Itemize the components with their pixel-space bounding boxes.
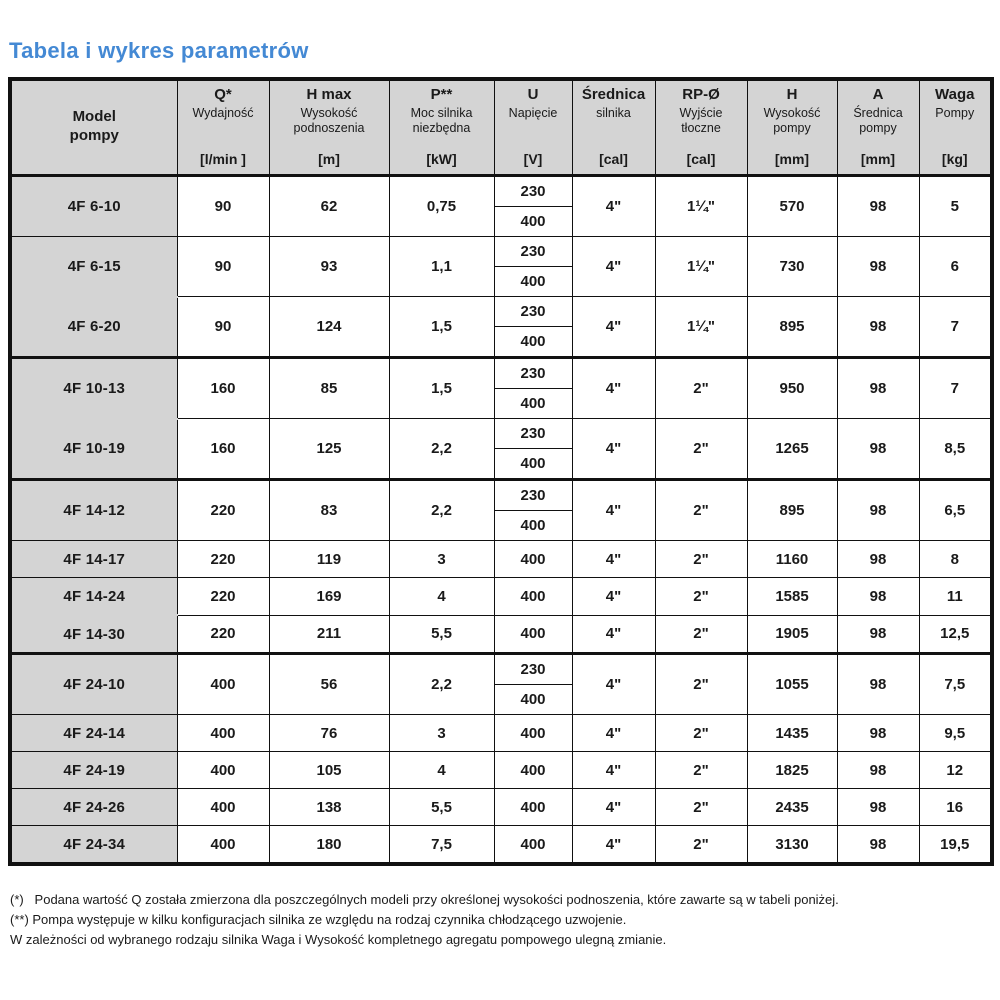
weight-cell: 7,5 [919, 654, 992, 715]
hmax-cell: 211 [269, 615, 389, 654]
table-row [10, 358, 992, 389]
hmax-cell: 180 [269, 826, 389, 865]
pump-height-cell: 3130 [747, 826, 837, 865]
voltage-cell: 400 [494, 267, 572, 297]
motor-diameter-cell: 4" [572, 358, 655, 419]
table-row [10, 419, 992, 449]
motor-diameter-cell: 4" [572, 615, 655, 654]
power-cell: 5,5 [389, 615, 494, 654]
table-row [10, 480, 992, 511]
page-title: Tabela i wykres parametrów [9, 38, 309, 63]
table-row [10, 237, 992, 267]
pump-diameter-cell: 98 [837, 752, 919, 789]
col-header-rp: RP-Ø Wyjście tłoczne [cal] [655, 79, 747, 176]
pump-height-cell: 730 [747, 237, 837, 297]
weight-cell: 8 [919, 541, 992, 578]
voltage-cell: 400 [494, 511, 572, 541]
voltage-cell: 230 [494, 176, 572, 207]
weight-cell: 16 [919, 789, 992, 826]
weight-cell: 6 [919, 237, 992, 297]
weight-cell: 11 [919, 578, 992, 616]
power-cell: 4 [389, 578, 494, 616]
outlet-cell: 2" [655, 752, 747, 789]
power-cell: 3 [389, 715, 494, 752]
flow-cell: 220 [177, 541, 269, 578]
outlet-cell: 2" [655, 541, 747, 578]
col-header-motor: Średnica silnika [cal] [572, 79, 655, 176]
col-header-hmax: H max Wysokość podnoszenia [m] [269, 79, 389, 176]
voltage-cell: 400 [494, 715, 572, 752]
power-cell: 7,5 [389, 826, 494, 865]
voltage-cell: 230 [494, 358, 572, 389]
voltage-cell: 230 [494, 654, 572, 685]
power-cell: 3 [389, 541, 494, 578]
flow-cell: 400 [177, 826, 269, 865]
col-header-waga: Waga Pompy [kg] [919, 79, 992, 176]
flow-cell: 400 [177, 752, 269, 789]
voltage-cell: 400 [494, 327, 572, 358]
pump-diameter-cell: 98 [837, 615, 919, 654]
voltage-cell: 230 [494, 480, 572, 511]
pump-height-cell: 895 [747, 297, 837, 358]
table-row [10, 176, 992, 207]
pump-height-cell: 1265 [747, 419, 837, 480]
flow-cell: 220 [177, 480, 269, 541]
pump-diameter-cell: 98 [837, 237, 919, 297]
pump-height-cell: 1825 [747, 752, 837, 789]
motor-diameter-cell: 4" [572, 715, 655, 752]
flow-cell: 160 [177, 358, 269, 419]
hmax-cell: 119 [269, 541, 389, 578]
power-cell: 1,5 [389, 358, 494, 419]
motor-diameter-cell: 4" [572, 789, 655, 826]
weight-cell: 6,5 [919, 480, 992, 541]
weight-cell: 12 [919, 752, 992, 789]
flow-cell: 90 [177, 176, 269, 237]
power-cell: 2,2 [389, 654, 494, 715]
outlet-cell: 2" [655, 358, 747, 419]
table-row [10, 615, 992, 654]
voltage-cell: 230 [494, 297, 572, 327]
table-row [10, 789, 992, 826]
outlet-cell: 2" [655, 615, 747, 654]
pump-diameter-cell: 98 [837, 541, 919, 578]
model-cell: 4F 14-17 [10, 541, 177, 578]
power-cell: 0,75 [389, 176, 494, 237]
col-header-a: A Średnica pompy [mm] [837, 79, 919, 176]
voltage-cell: 400 [494, 449, 572, 480]
motor-diameter-cell: 4" [572, 578, 655, 616]
pump-height-cell: 570 [747, 176, 837, 237]
model-cell: 4F 6-10 [10, 176, 177, 237]
power-cell: 1,1 [389, 237, 494, 297]
voltage-cell: 400 [494, 615, 572, 654]
motor-diameter-cell: 4" [572, 826, 655, 865]
col-header-u: U Napięcie [V] [494, 79, 572, 176]
col-header-model: Model pompy [10, 79, 177, 176]
motor-diameter-cell: 4" [572, 654, 655, 715]
hmax-cell: 138 [269, 789, 389, 826]
voltage-cell: 400 [494, 752, 572, 789]
power-cell: 2,2 [389, 419, 494, 480]
motor-diameter-cell: 4" [572, 752, 655, 789]
pump-height-cell: 1585 [747, 578, 837, 616]
col-header-h: H Wysokość pompy [mm] [747, 79, 837, 176]
pump-height-cell: 1160 [747, 541, 837, 578]
flow-cell: 160 [177, 419, 269, 480]
header-row [10, 79, 992, 176]
pump-parameters-table [8, 77, 994, 866]
voltage-cell: 230 [494, 237, 572, 267]
table-row [10, 715, 992, 752]
model-cell: 4F 24-10 [10, 654, 177, 715]
model-cell: 4F 24-14 [10, 715, 177, 752]
table-header [10, 79, 992, 176]
model-cell: 4F 14-12 [10, 480, 177, 541]
footnote-2: (**) Pompa występuje w kilku konfiguracjach silnika ze względu na rodzaj czynnika chłodzącego uzwojenie. [10, 911, 627, 927]
voltage-cell: 400 [494, 207, 572, 237]
pump-diameter-cell: 98 [837, 419, 919, 480]
pump-diameter-cell: 98 [837, 578, 919, 616]
flow-cell: 400 [177, 789, 269, 826]
pump-height-cell: 1905 [747, 615, 837, 654]
hmax-cell: 62 [269, 176, 389, 237]
motor-diameter-cell: 4" [572, 480, 655, 541]
flow-cell: 90 [177, 297, 269, 358]
hmax-cell: 83 [269, 480, 389, 541]
outlet-cell: 2" [655, 654, 747, 715]
model-cell: 4F 24-19 [10, 752, 177, 789]
pump-height-cell: 1435 [747, 715, 837, 752]
outlet-cell: 1¼" [655, 176, 747, 237]
model-cell: 4F 10-19 [10, 419, 177, 480]
motor-diameter-cell: 4" [572, 419, 655, 480]
footnotes [8, 890, 992, 949]
model-cell: 4F 24-26 [10, 789, 177, 826]
outlet-cell: 1¼" [655, 297, 747, 358]
voltage-cell: 400 [494, 389, 572, 419]
power-cell: 5,5 [389, 789, 494, 826]
pump-diameter-cell: 98 [837, 715, 919, 752]
outlet-cell: 2" [655, 419, 747, 480]
weight-cell: 19,5 [919, 826, 992, 865]
hmax-cell: 169 [269, 578, 389, 616]
outlet-cell: 1¼" [655, 237, 747, 297]
pump-height-cell: 895 [747, 480, 837, 541]
hmax-cell: 93 [269, 237, 389, 297]
power-cell: 1,5 [389, 297, 494, 358]
outlet-cell: 2" [655, 480, 747, 541]
model-cell: 4F 6-20 [10, 297, 177, 358]
outlet-cell: 2" [655, 826, 747, 865]
hmax-cell: 76 [269, 715, 389, 752]
hmax-cell: 124 [269, 297, 389, 358]
flow-cell: 400 [177, 715, 269, 752]
table-body [10, 176, 992, 865]
pump-height-cell: 2435 [747, 789, 837, 826]
weight-cell: 7 [919, 358, 992, 419]
pump-diameter-cell: 98 [837, 480, 919, 541]
motor-diameter-cell: 4" [572, 237, 655, 297]
motor-diameter-cell: 4" [572, 541, 655, 578]
pump-diameter-cell: 98 [837, 789, 919, 826]
table-row [10, 826, 992, 865]
voltage-cell: 400 [494, 541, 572, 578]
col-header-q: Q* Wydajność [l/min ] [177, 79, 269, 176]
weight-cell: 9,5 [919, 715, 992, 752]
outlet-cell: 2" [655, 715, 747, 752]
flow-cell: 400 [177, 654, 269, 715]
hmax-cell: 105 [269, 752, 389, 789]
power-cell: 4 [389, 752, 494, 789]
voltage-cell: 400 [494, 685, 572, 715]
flow-cell: 220 [177, 615, 269, 654]
pump-diameter-cell: 98 [837, 358, 919, 419]
outlet-cell: 2" [655, 789, 747, 826]
voltage-cell: 400 [494, 789, 572, 826]
model-cell: 4F 14-30 [10, 615, 177, 654]
pump-diameter-cell: 98 [837, 297, 919, 358]
voltage-cell: 400 [494, 826, 572, 865]
pump-height-cell: 950 [747, 358, 837, 419]
footnote-3: W zależności od wybranego rodzaju silnika Waga i Wysokość kompletnego agregatu pompowego ulegną zmianie. [10, 931, 667, 947]
model-cell: 4F 14-24 [10, 578, 177, 616]
voltage-cell: 230 [494, 419, 572, 449]
pump-diameter-cell: 98 [837, 176, 919, 237]
model-cell: 4F 10-13 [10, 358, 177, 419]
weight-cell: 7 [919, 297, 992, 358]
pump-height-cell: 1055 [747, 654, 837, 715]
model-cell: 4F 24-34 [10, 826, 177, 865]
power-cell: 2,2 [389, 480, 494, 541]
flow-cell: 90 [177, 237, 269, 297]
flow-cell: 220 [177, 578, 269, 616]
outlet-cell: 2" [655, 578, 747, 616]
weight-cell: 12,5 [919, 615, 992, 654]
footnote-1: (*) Podana wartość Q została zmierzona dla poszczególnych modeli przy określonej wysokości podnoszenia, które zawarte są w tabeli poniżej. [10, 892, 839, 907]
weight-cell: 8,5 [919, 419, 992, 480]
table-row [10, 578, 992, 616]
col-header-p: P** Moc silnika niezbędna [kW] [389, 79, 494, 176]
table-row [10, 752, 992, 789]
table-row [10, 297, 992, 327]
table-row [10, 541, 992, 578]
voltage-cell: 400 [494, 578, 572, 616]
hmax-cell: 85 [269, 358, 389, 419]
motor-diameter-cell: 4" [572, 297, 655, 358]
model-cell: 4F 6-15 [10, 237, 177, 297]
pump-diameter-cell: 98 [837, 826, 919, 865]
table-row [10, 654, 992, 685]
hmax-cell: 125 [269, 419, 389, 480]
weight-cell: 5 [919, 176, 992, 237]
hmax-cell: 56 [269, 654, 389, 715]
motor-diameter-cell: 4" [572, 176, 655, 237]
pump-diameter-cell: 98 [837, 654, 919, 715]
